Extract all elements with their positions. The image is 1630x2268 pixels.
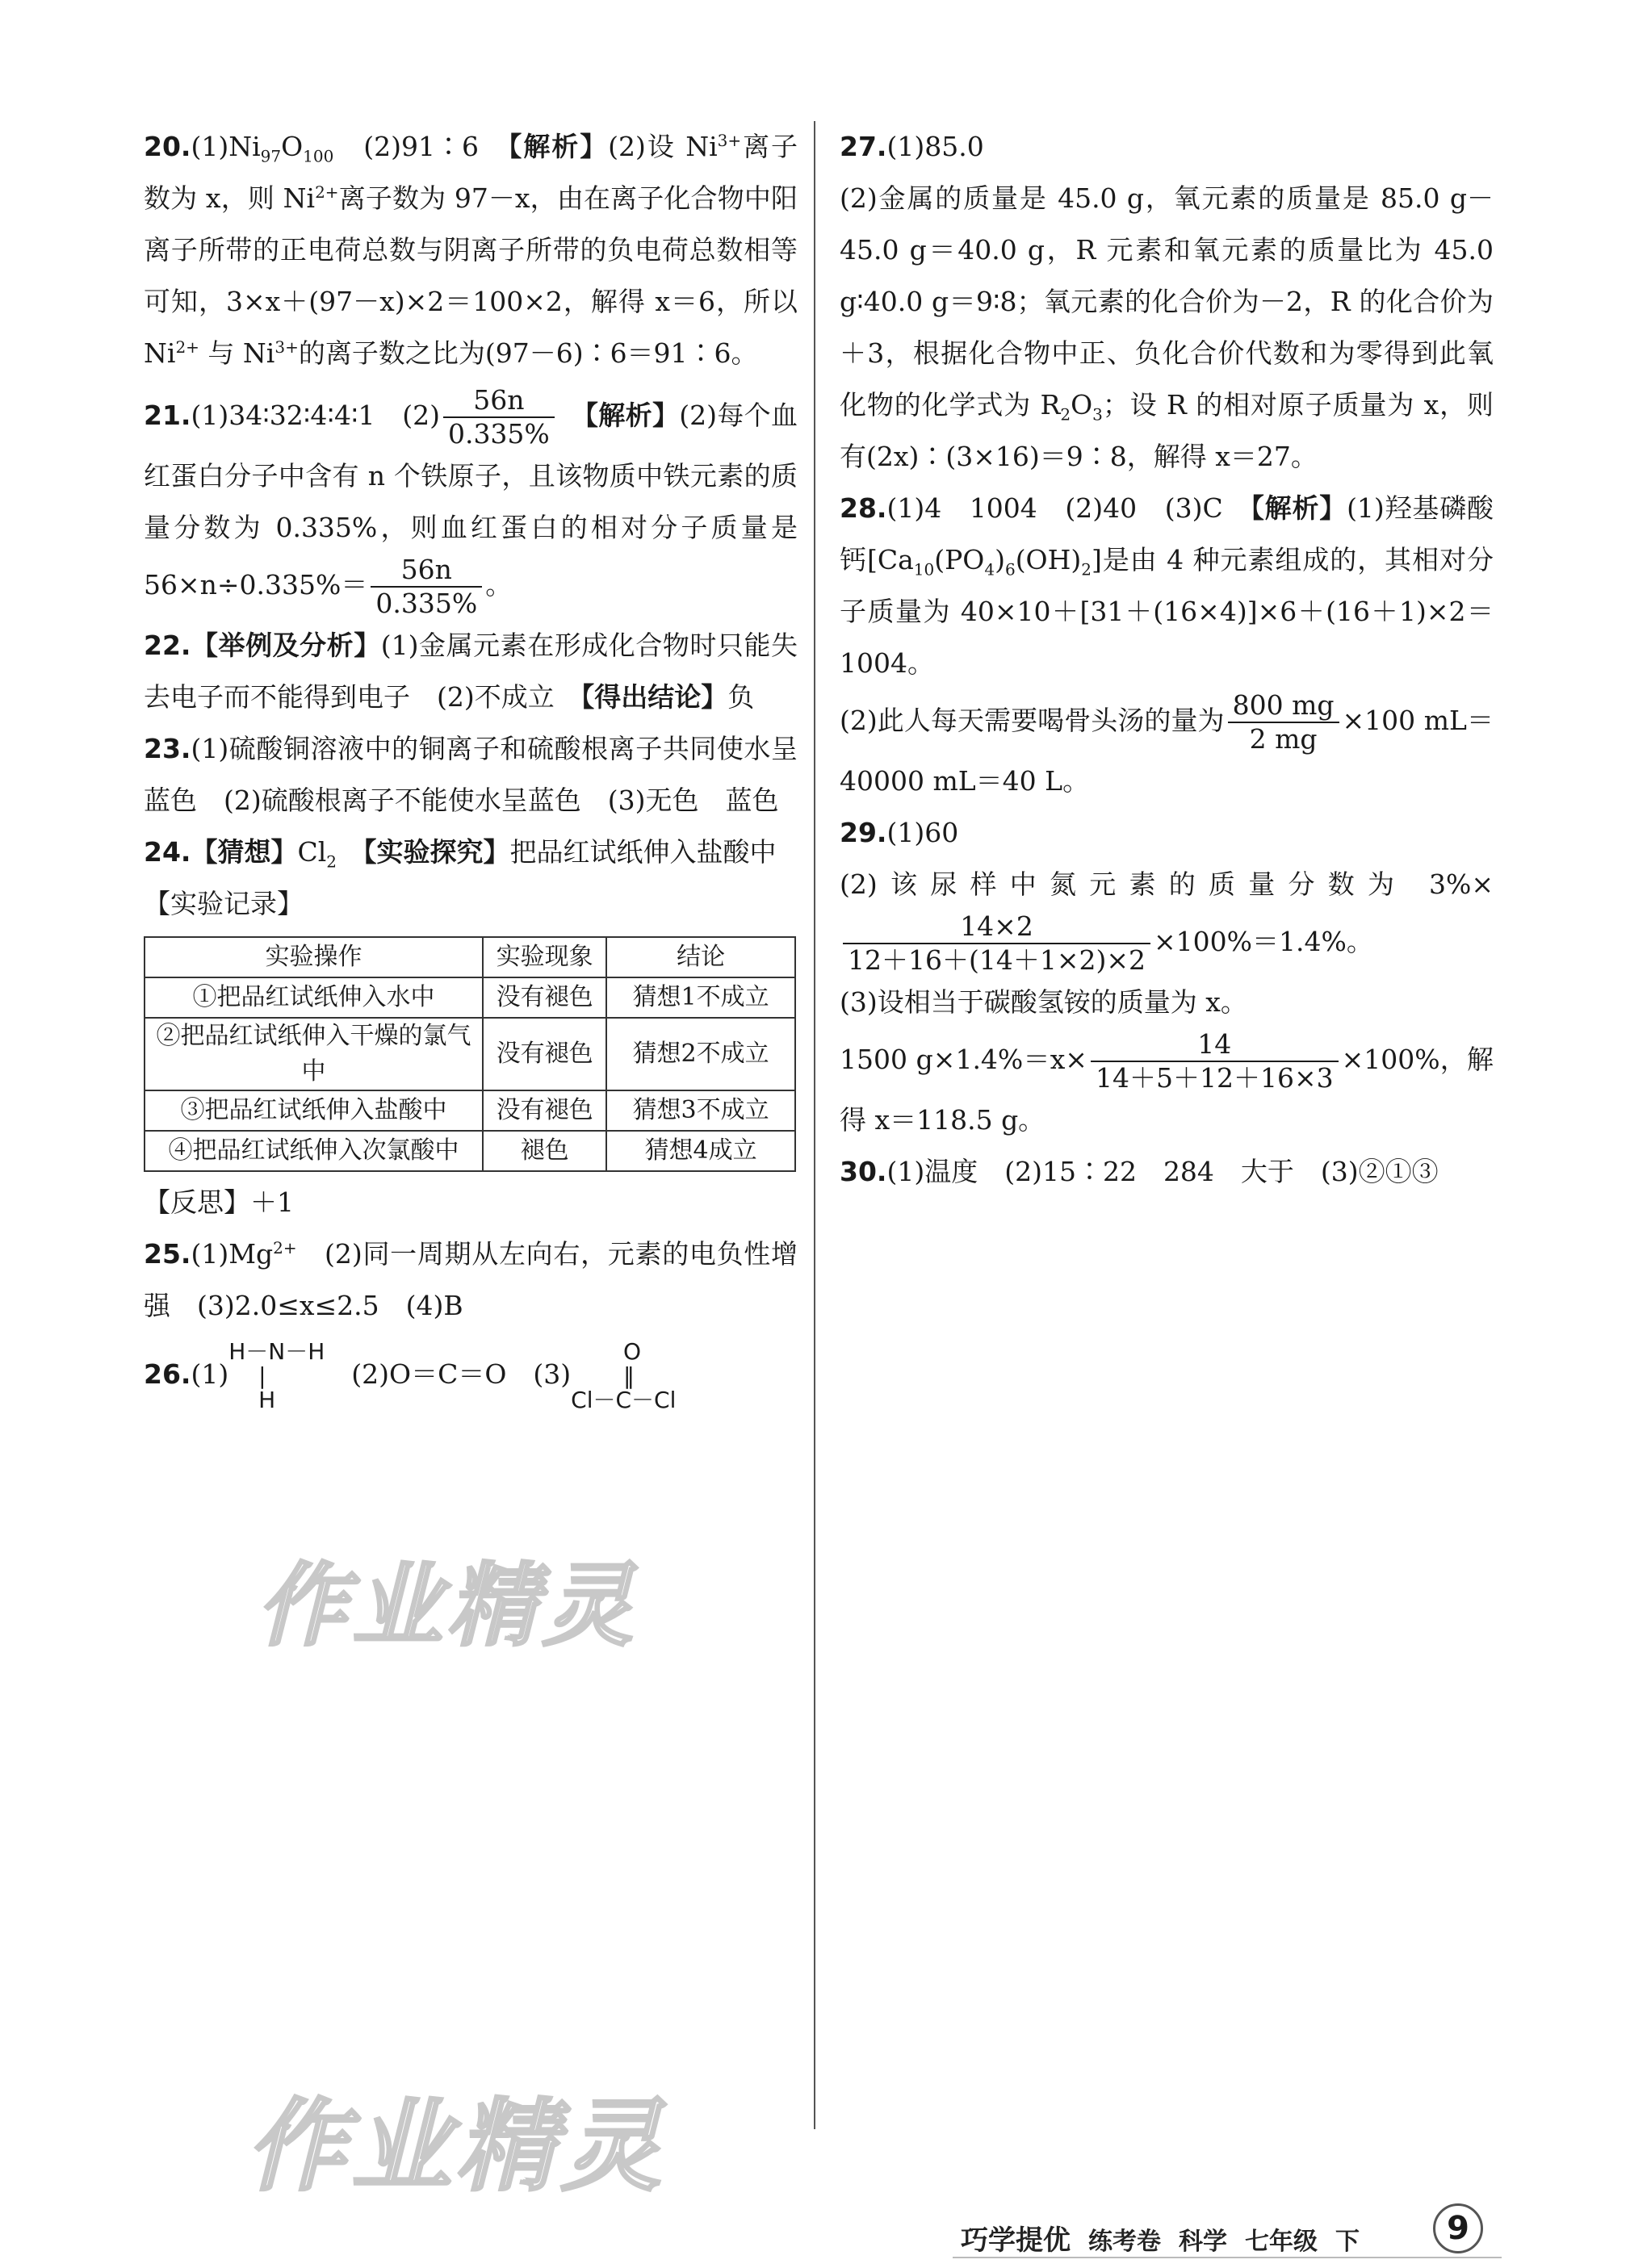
question-number: 23. — [144, 733, 191, 764]
question-number: 29. — [840, 817, 887, 848]
question-number: 28. — [840, 492, 887, 524]
question-number: 26. — [144, 1358, 191, 1390]
table-row: ②把品红试纸伸入干燥的氯气中 没有褪色 猜想2不成立 — [145, 1018, 795, 1090]
reflection: 【反思】＋1 — [144, 1186, 294, 1218]
footer-grade: 七年级 — [1245, 2228, 1318, 2256]
question-number: 27. — [840, 131, 887, 162]
phosgene-structure: O ‖ Cl－C－Cl — [571, 1338, 677, 1413]
answer-22: 22.【举例及分析】(1)金属元素在形成化合物时只能失去电子而不能得到电子 (2)不成立 【得出结论】负 — [144, 630, 798, 713]
analysis-tag: 【解析】 — [1251, 492, 1347, 524]
fraction: $\frac{14\times 2}{12+16+(14+1\times 2)\times 2}$ — [843, 910, 1150, 977]
answer-23: 23.(1)硫酸铜溶液中的铜离子和硫酸根离子共同使水呈蓝色 (2)硫酸根离子不能使水呈蓝色 (3)无色 蓝色 — [144, 733, 798, 816]
experiment-table — [144, 936, 796, 1172]
left-column — [144, 121, 798, 1412]
fraction: $\frac{14}{14+5+12+16\times 3}$ — [1091, 1028, 1339, 1094]
footer-subject: 科学 — [1179, 2228, 1227, 2256]
table-row: ③把品红试纸伸入盐酸中 没有褪色 猜想3不成立 — [145, 1090, 795, 1131]
analysis-tag: 【解析】 — [557, 400, 680, 431]
ammonia-structure: H－N－H | H — [228, 1338, 325, 1413]
footer-rule — [953, 2257, 1502, 2258]
question-number: 21. — [144, 400, 191, 431]
table-header: 实验操作 — [145, 937, 483, 977]
question-number: 20. — [144, 131, 191, 162]
column-divider — [814, 121, 815, 2129]
watermark: 作业精灵 — [257, 1554, 638, 1659]
question-number: 24. — [144, 836, 191, 868]
table-header: 实验现象 — [483, 937, 606, 977]
page-number: 9 — [1433, 2203, 1483, 2253]
answer-20: $20.(1)Ni_{97}O_{100}$ (2)91∶6 【解析】(2)设 $Ni^{3+}$离子数为 x，则 $Ni^{2+}$离子数为 97－x，由在离子化合物中阳离子所带的正电荷总数与阴离子所带的负电荷总数相等可知，3×x＋(97－x)×2＝100×2，解得 x＝6，所以 $Ni^{2+}$ 与 $Ni^{3+}$的离子数之比为(97－6)∶6＝91∶6。 — [144, 131, 798, 369]
table-header-row — [145, 937, 795, 977]
answer-28: 28.(1)4 1004 (2)40 (3)C 【解析】(1)羟基磷酸钙$[Ca_{10}(PO_4)_6(OH)_2]$是由 4 种元素组成的，其相对分子质量为 40×10＋[31＋(16×4)]×6＋(16＋1)×2＝1004。 — [840, 492, 1494, 679]
fraction: $\frac{56n}{0.335\%}$ — [371, 554, 482, 620]
answer-24: 24.【猜想】$Cl_2$ 【实验探究】把品红试纸伸入盐酸中 — [144, 836, 777, 872]
table-row: ①把品红试纸伸入水中 没有褪色 猜想1不成立 — [145, 977, 795, 1018]
answer-30: 30.(1)温度 (2)15∶22 284 大于 (3)②①③ — [840, 1156, 1439, 1187]
answer-28-part2: (2)此人每天需要喝骨头汤的量为 $\frac{800 mg}{2 mg}$ ×100 mL＝40000 mL＝40 L。 — [840, 689, 1494, 797]
footer-brand: 巧学提优 — [961, 2224, 1071, 2257]
table-row: ④把品红试纸伸入次氯酸中 褪色 猜想4成立 — [145, 1131, 795, 1171]
watermark: 作业精灵 — [246, 2089, 667, 2205]
answer-27-part2: (2)金属的质量是 45.0 g，氧元素的质量是 85.0 g－45.0 g＝40.0 g，R 元素和氧元素的质量比为 45.0 g∶40.0 g＝9∶8；氧元素的化合价为－2，R 的化合价为＋3，根据化合物中正、负化合价代数和为零得到此氧化物的化学式为 $R_2O_3$；设 R 的相对原子质量为 x，则有(2x)∶(3×16)＝9∶8，解得 x＝27。 — [840, 182, 1494, 472]
footer-term: 下 — [1335, 2228, 1360, 2256]
footer-series: 练考卷 — [1088, 2228, 1161, 2256]
answer-29: 29.(1)60 — [840, 817, 959, 848]
answer-29-part2: (2)该尿样中氮元素的质量分数为 3%× $\frac{14\times 2}{12+16+(14+1\times 2)\times 2}$ ×100%＝1.4%。 — [840, 868, 1494, 976]
table-header: 结论 — [606, 937, 795, 977]
question-number: 30. — [840, 1156, 887, 1187]
right-column — [840, 121, 1494, 1198]
analysis-tag: 【解析】 — [508, 131, 609, 162]
fraction: $\frac{56n}{0.335\%}$ — [443, 384, 555, 450]
answer-25: $25.(1)Mg^{2+}$ (2)同一周期从左向右，元素的电负性增强 (3)2.0≤x≤2.5 (4)B — [144, 1238, 798, 1321]
experiment-record-label: 【实验记录】 — [144, 888, 304, 919]
answer-27: 27.(1)85.0 — [840, 131, 984, 162]
footer — [961, 2218, 1377, 2258]
answer-21: 21.(1)34∶32∶4∶4∶1 (2) $\frac{56n}{0.335\%}$ 【解析】(2)每个血红蛋白分子中含有 n 个铁原子，且该物质中铁元素的质量分数为 0.335%，则血红蛋白的相对分子质量是 56×n÷0.335%＝ $\frac{56n}{0.335\%}$ 。 — [144, 384, 798, 619]
question-number: 22. — [144, 630, 191, 661]
answer-26: 26.(1) H－N－H | H (2)O＝C＝O (3) O ‖ Cl－C－Cl — [144, 1338, 677, 1413]
answer-29-part4: 1500 g×1.4%＝x× $\frac{14}{14+5+12+16\times 3}$ ×100%，解得 x＝118.5 g。 — [840, 1028, 1494, 1136]
question-number: 25. — [144, 1238, 191, 1270]
answer-29-part3: (3)设相当于碳酸氢铵的质量为 x。 — [840, 986, 1247, 1018]
fraction: $\frac{800 mg}{2 mg}$ — [1228, 689, 1339, 755]
